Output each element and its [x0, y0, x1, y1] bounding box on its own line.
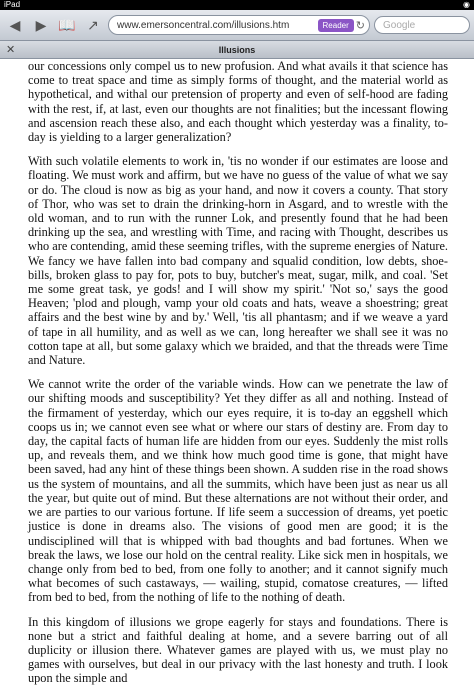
bookmarks-icon[interactable]: 📖: [58, 16, 76, 33]
wifi-icon: ◉: [463, 0, 470, 9]
paragraph: With such volatile elements to work in, 'tis no wonder if our estimates are loose and floating. We must work and affirm, but we have no guess of the value of what we say or do. The cloud is now as big as your hand, and now it covers a county. That story of Thor, who was set to drain the drinking-horn in Asgard, and to wrestle with the old woman, and to run with the runner Lok, and presently found that he had been drinking up the sea, and wrestling with Time, and racing with Thought, describes us who are contending, amid these seeming trifles, with the supreme energies of Nature. We fancy we have fallen into bad company and squalid condition, low debts, shoe-bills, broken glass to pay for, pots to buy, butcher's meat, sugar, milk, and coal. 'Set me some great task, ye gods! and I will show my spirit.' 'Not so,' says the good Heaven; 'plod and plough, vamp your old coats and hats, weave a shoestring; great affairs and the best wine by and by.' Well, 'tis all phantasm; and if we weave a yard of tape in all humility, and as well as we can, long hereafter we shall see it was no cotton tape at all, but some galaxy which we braided, and that the threads were Time and Nature.: [28, 154, 448, 368]
paragraph: our concessions only compel us to new profusion. And what avails it that science has come to treat space and time as simply forms of thought, and the material world as hypothetical, and withal our pretension of property and even of self-hood are fading with the rest, if, at last, even our thoughts are not finalities; but the incessant flowing and ascension reach these also, and each thought which yesterday was a finality, to-day is yielding to a larger generalization?: [28, 59, 448, 145]
paragraph: In this kingdom of illusions we grope eagerly for stays and foundations. There is none but a strict and faithful dealing at home, and a severe barring out of all duplicity or illusion there. Whatever games are played with us, we must play no games with ourselves, but deal in our privacy with the last honesty and truth. I look upon the simple and: [28, 614, 448, 686]
forward-icon[interactable]: ▶: [35, 16, 47, 33]
share-icon[interactable]: ↗: [87, 16, 99, 33]
tab-bar: [0, 41, 474, 59]
close-icon[interactable]: ✕: [6, 44, 16, 56]
address-bar[interactable]: [108, 15, 370, 35]
reader-button[interactable]: Reader: [318, 19, 354, 32]
search-input[interactable]: Google: [374, 16, 470, 34]
status-bar: [0, 0, 474, 10]
url-text: www.emersoncentral.com/illusions.htm: [117, 19, 290, 31]
tab-title[interactable]: Illusions: [218, 44, 256, 55]
article-content: [0, 59, 474, 686]
reload-icon[interactable]: ↻: [355, 19, 365, 32]
browser-toolbar: [0, 10, 474, 41]
device-label: iPad: [4, 0, 21, 9]
back-icon[interactable]: ◀: [9, 16, 21, 33]
paragraph: We cannot write the order of the variable winds. How can we penetrate the law of our shifting moods and susceptibility? Yet they differ as all and nothing. Instead of the firmament of yesterday, which our eyes require, it is to-day an eggshell which coops us in; we cannot even see what or where our stars of destiny are. From day to day, the capital facts of human life are hidden from our eyes. Suddenly the mist rolls up, and reveals them, and we think how much good time is gone, that might have been saved, had any hint of these things been shown. A sudden rise in the road shows us the system of mountains, and all the summits, which have been just as near us all the year, but quite out of mind. But these alternations are not without their order, and we are parties to our various fortune. If life seem a succession of dreams, yet poetic justice is done in dreams also. The visions of good men are good; it is the undisciplined will that is whipped with bad thoughts and bad fortunes. When we break the laws, we lose our hold on the central reality. Like sick men in hospitals, we change only from bed to bed, from one folly to another; and it cannot signify much what becomes of such castaways, — wailing, stupid, comatose creatures, — lifted from bed to bed, from the nothing of life to the nothing of death.: [28, 377, 448, 605]
